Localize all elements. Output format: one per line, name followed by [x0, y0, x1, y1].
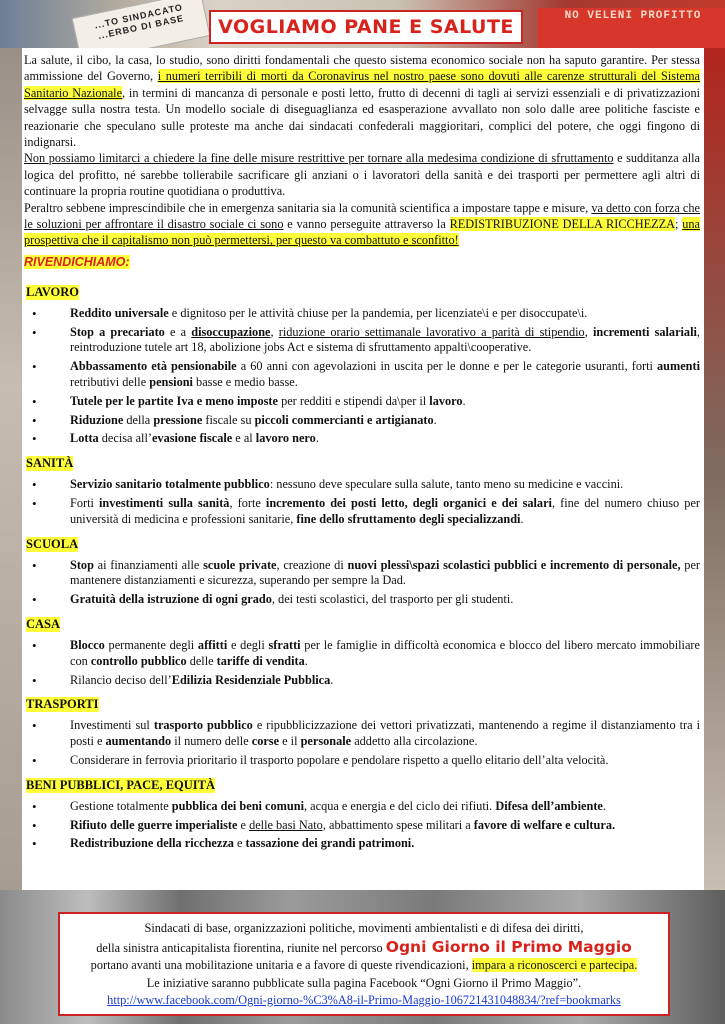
section-title: TRASPORTI: [26, 697, 99, 712]
header-photo-band: [0, 0, 725, 48]
section-lavoro: [24, 283, 700, 447]
section-beni-pubblici: [24, 776, 700, 852]
organization-name: Ogni Giorno il Primo Maggio: [385, 937, 632, 956]
footer-line-2: della sinistra anticapitalista fiorentina, riunite nel percorso Ogni Giorno il Primo Maggio: [96, 937, 632, 956]
side-photo-right: [704, 48, 725, 890]
list-item: • Stop ai finanziamenti alle scuole private, creazione di nuovi plessi\spazi scolastici pubblici e incremento di personale, per mantenere distanziamenti e sicurezza, superando per sempre la Dad.: [24, 558, 700, 590]
side-photo-left: [0, 48, 22, 890]
section-title: LAVORO: [26, 284, 80, 299]
title-box: [209, 10, 523, 44]
list-item: • Rifiuto delle guerre imperialiste e delle basi Nato, abbattimento spese militari a favore di welfare e cultura.: [24, 818, 700, 834]
section-scuola: [24, 535, 700, 608]
section-title: SCUOLA: [26, 536, 79, 551]
footer-line-1: Sindacati di base, organizzazioni politiche, movimenti ambientalisti e di difesa dei diritti,: [144, 921, 584, 935]
list-item: • Stop a precariato e a disoccupazione, riduzione orario settimanale lavorativo a parità di stipendio, incrementi salariali, reintroduzione tutele art 18, abolizione jobs Act e sistema di sfruttamento appalti\cooperative.: [24, 325, 700, 357]
list-item: • Gestione totalmente pubblica dei beni comuni, acqua e energia e del ciclo dei rifiuti. Difesa dell’ambiente.: [24, 799, 700, 815]
section-casa: [24, 615, 700, 688]
section-title: BENI PUBBLICI, PACE, EQUITÀ: [26, 777, 216, 792]
facebook-link[interactable]: http://www.facebook.com/Ogni-giorno-%C3%A8-il-Primo-Maggio-106721431048834/?ref=bookmarks: [107, 993, 621, 1007]
rivendichiamo-heading: RIVENDICHIAMO:: [24, 254, 130, 269]
intro: [24, 52, 700, 249]
list-item: • Considerare in ferrovia prioritario il trasporto popolare e pendolare rispetto a quello elitario dell’alta velocità.: [24, 753, 700, 769]
section-title: SANITÀ: [26, 456, 74, 471]
list-item: • Lotta decisa all’evasione fiscale e al lavoro nero.: [24, 431, 700, 447]
section-trasporti: [24, 695, 700, 768]
list-item: • Tutele per le partite Iva e meno imposte per redditi e stipendi da\per il lavoro.: [24, 394, 700, 410]
list-item: • Rilancio deciso dell’Edilizia Residenziale Pubblica.: [24, 673, 700, 689]
protest-banner-right: NO VELENI PROFITTO: [538, 8, 725, 48]
intro-paragraph-2: Non possiamo limitarci a chiedere la fine delle misure restrittive per tornare alla medesima condizione di sfruttamento e sudditanza alla logica del profitto, né sarebbe tollerabile sacrificare gli anziani o i lavoratori della sanità e dei trasporti per permettere agli altri di continuare la propria routine quotidiana o produttiva.: [24, 151, 700, 199]
list-item: • Riduzione della pressione fiscale su piccoli commercianti e artigianato.: [24, 413, 700, 429]
list-item: • Reddito universale e dignitoso per le attività chiuse per la pandemia, per licenziate\i e per disoccupate\i.: [24, 306, 700, 322]
intro-paragraph-1: La salute, il cibo, la casa, lo studio, sono diritti fondamentali che questo sistema economico sociale non ha saputo garantire. Per stessa ammissione del Governo, i numeri terribili di morti da Coronavirus nel nostro paese sono dovuti alle carenze strutturali del Sistema Sanitario Nazionale, in termini di mancanza di personale e posti letto, frutto di decenni di tagli ai servizi essenziali e di privatizzazioni selvagge sulla nostra testa. Un modello sociale di diseguaglianza ed esasperazione avvallato non solo dalle aree politiche fasciste e reazionarie che speculano sulle proteste ma anche dai sindacati confederali maggioritari, complici del potere, che oggi fingono di indignarsi.: [24, 53, 701, 150]
list-item: • Servizio sanitario totalmente pubblico: nessuno deve speculare sulla salute, tanto meno su medicine e vaccini.: [24, 477, 700, 493]
list-item: • Gratuità della istruzione di ogni grado, dei testi scolastici, del trasporto per gli studenti.: [24, 592, 700, 608]
main-content: [24, 52, 700, 890]
footer-line-4: Le iniziative saranno pubblicate sulla pagina Facebook “Ogni Giorno il Primo Maggio”.: [146, 975, 582, 990]
list-item: • Abbassamento età pensionabile a 60 anni con agevolazioni in uscita per le donne e per le categorie usuranti, forti aumenti retributivi delle pensioni basse e medio basse.: [24, 359, 700, 391]
intro-paragraph-3: Peraltro sebbene imprescindibile che in emergenza sanitaria sia la comunità scientifica a impostare tappe e misure, va detto con forza che le soluzioni per affrontare il disastro sociale ci sono e vanno perseguite attraverso la REDISTRIBUZIONE DELLA RICCHEZZA; una prospettiva che il capitalismo non può permettersi, per questo va combattuto e sconfitto!: [24, 200, 700, 248]
footer-link-line: [60, 992, 668, 1010]
footer-line-3: portano avanti una mobilitazione unitaria e a favore di queste rivendicazioni, impara a riconoscerci e partecipa.: [90, 958, 638, 972]
list-item: • Forti investimenti sulla sanità, forte incremento dei posti letto, degli organici e dei salari, fine del numero chiuso per università di medicina e professioni sanitarie, fine dello sfruttamento degli specializzandi.: [24, 496, 700, 528]
list-item: • Blocco permanente degli affitti e degli sfratti per le famiglie in difficoltà economica e blocco del libero mercato immobiliare con controllo pubblico delle tariffe di vendita.: [24, 638, 700, 670]
list-item: • Redistribuzione della ricchezza e tassazione dei grandi patrimoni.: [24, 836, 700, 852]
section-title: CASA: [26, 617, 61, 632]
list-item: • Investimenti sul trasporto pubblico e ripubblicizzazione dei vettori privatizzati, mantenendo a regime il distanziamento tra i posti e aumentando il numero delle corse e il personale addetto alla circolazione.: [24, 718, 700, 750]
footer-box: [58, 912, 670, 1016]
page-title: VOGLIAMO PANE E SALUTE: [218, 16, 514, 38]
section-sanita: [24, 454, 700, 527]
protest-banner-left: ...TO SINDACATO ...ERBO DI BASE: [72, 0, 211, 48]
